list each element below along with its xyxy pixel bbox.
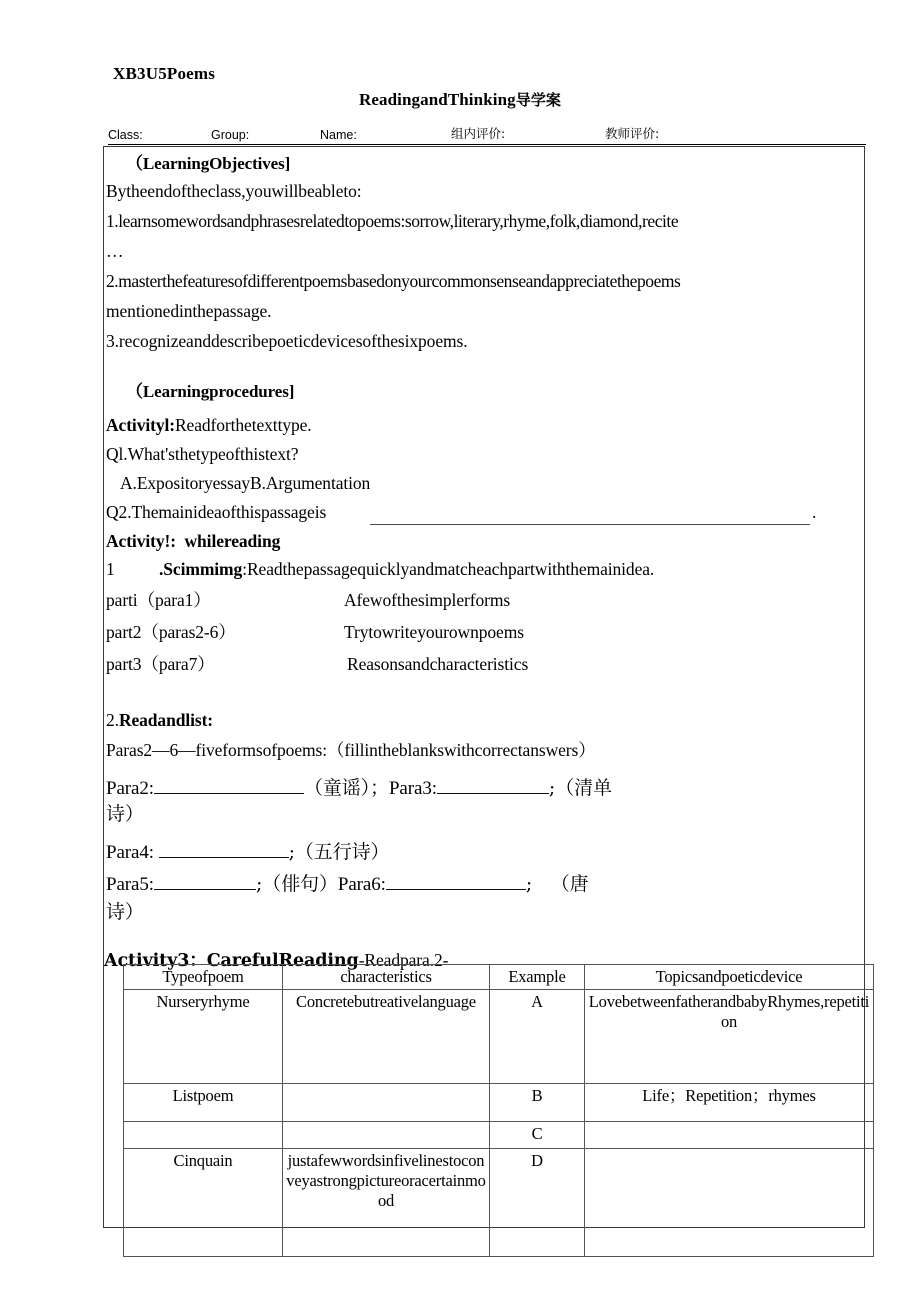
group-field-label[interactable]: Group: <box>211 128 250 142</box>
question-1: Ql.What'sthetypeofthistext? <box>106 444 299 464</box>
para6-note-2: （唐 <box>550 873 589 896</box>
task-1-line <box>159 561 654 579</box>
column-header-characteristics: characteristics <box>283 965 490 990</box>
self-evaluation-field-label[interactable]: 组内评价: <box>451 126 506 141</box>
para5-label: Para5: <box>106 874 154 896</box>
question-1-options[interactable]: A.ExpositoryessayB.Argumentation <box>120 473 371 493</box>
cell-characteristics-cinquain[interactable]: justafewwordsinfivelinestoconveyastrongpictureoracertainmood <box>283 1149 490 1257</box>
student-info-row <box>108 124 866 145</box>
activity-3-label: Activity3：CarefulReading <box>104 951 359 971</box>
objectives-intro: Bytheendoftheclass,youwillbeableto: <box>106 181 362 201</box>
cell-example-nursery-rhyme[interactable]: A <box>490 990 585 1084</box>
cell-characteristics-nursery-rhyme[interactable]: Concretebutreativelanguage <box>283 990 490 1084</box>
para4-answer-blank[interactable] <box>159 839 289 858</box>
class-field-label[interactable]: Class: <box>108 128 143 142</box>
para6-note-continued: 诗） <box>106 901 144 923</box>
poem-analysis-table-wrapper <box>123 964 870 1257</box>
match-part-2[interactable]: part2（paras2-6） <box>106 622 236 642</box>
cell-characteristics-list-poem[interactable] <box>283 1084 490 1122</box>
cell-example-cinquain[interactable]: D <box>490 1149 585 1257</box>
para4-label: Para4: <box>106 842 154 864</box>
table-row <box>124 1149 874 1257</box>
cell-characteristics-blank[interactable] <box>283 1122 490 1149</box>
activity-1-line <box>106 417 312 435</box>
match-part-3[interactable]: part3（para7） <box>106 654 215 674</box>
activity-1-label: Activityl: <box>106 415 175 435</box>
cell-topics-cinquain[interactable] <box>585 1149 874 1257</box>
para5-answer-blank[interactable] <box>154 871 256 890</box>
activity-2-text: whilereading <box>184 531 281 551</box>
objective-item-3: 3.recognizeanddescribepoeticdevicesofthesixpoems. <box>106 331 468 351</box>
page-title-chinese: 导学案 <box>515 91 562 109</box>
table-header-row <box>124 965 874 990</box>
cell-type-cinquain[interactable]: Cinquain <box>124 1149 283 1257</box>
column-header-topics: Topicsandpoeticdevice <box>585 965 874 990</box>
table-row <box>124 990 874 1084</box>
match-idea-3[interactable]: Reasonsandcharacteristics <box>347 654 529 674</box>
para3-label: Para3: <box>388 778 437 800</box>
cell-topics-blank[interactable] <box>585 1122 874 1149</box>
activity-2-label: Activity!: <box>106 531 176 551</box>
para5-para6-line <box>106 871 589 894</box>
activity-2-line <box>106 533 280 551</box>
document-code: XB3U5Poems <box>113 64 216 83</box>
question-2-prefix: Q2.Themainideaofthispassageis <box>106 502 327 522</box>
match-part-1[interactable]: parti（para1） <box>106 590 211 610</box>
para3-note-continued: 诗） <box>106 803 144 825</box>
cell-type-blank[interactable] <box>124 1122 283 1149</box>
learning-procedures-heading: （Learningprocedures] <box>126 382 295 401</box>
question-2-period: . <box>812 502 817 522</box>
para6-label: Para6: <box>337 874 386 896</box>
learning-objectives-heading: （LearningObjectives] <box>126 154 291 173</box>
table-row <box>124 1084 874 1122</box>
poem-analysis-table <box>123 964 874 1257</box>
table-row <box>124 1122 874 1149</box>
para5-note: ;（俳句） <box>255 873 338 896</box>
cell-type-nursery-rhyme[interactable]: Nurseryrhyme <box>124 990 283 1084</box>
para2-note: （童谣）； <box>303 777 389 800</box>
match-idea-1[interactable]: Afewofthesimplerforms <box>344 590 511 610</box>
task-2-label: Readandlist: <box>118 710 214 730</box>
para3-note: ;（清单 <box>548 777 612 800</box>
task-1-text: :Readthepassagequicklyandmatcheachpartwiththemainidea. <box>242 559 655 579</box>
match-idea-2[interactable]: Trytowriteyourownpoems <box>344 622 524 642</box>
objective-item-1-continued: … <box>106 241 124 261</box>
question-2-answer-blank[interactable] <box>370 524 810 525</box>
para3-answer-blank[interactable] <box>437 775 549 794</box>
task-2-number: 2. <box>106 710 119 730</box>
para2-label: Para2: <box>106 778 154 800</box>
objective-item-2-continued: mentionedinthepassage. <box>106 301 272 321</box>
task-2-text: Paras2—6—fiveformsofpoems:（fillintheblankswithcorrectanswers） <box>106 740 596 760</box>
activity-1-text: Readforthetexttype. <box>174 415 312 435</box>
worksheet-content-box <box>103 146 870 1228</box>
cell-topics-list-poem[interactable]: Life；Repetition；rhymes <box>585 1084 874 1122</box>
column-header-type: Typeofpoem <box>124 965 283 990</box>
page-title <box>0 89 920 110</box>
cell-topics-nursery-rhyme[interactable]: LovebetweenfatherandbabyRhymes,repetition <box>585 990 874 1084</box>
objective-item-2: 2.masterthefeaturesofdifferentpoemsbasedonyourcommonsenseandappreciatethepoems <box>106 271 681 291</box>
para2-para3-line <box>106 775 612 798</box>
para4-line <box>106 839 389 862</box>
teacher-evaluation-field-label[interactable]: 教师评价: <box>605 126 660 141</box>
cell-type-list-poem[interactable]: Listpoem <box>124 1084 283 1122</box>
para6-answer-blank[interactable] <box>386 871 526 890</box>
task-1-label: .Scimmimg <box>159 559 243 579</box>
para6-note: ; <box>525 873 533 896</box>
objective-item-1: 1.learnsomewordsandphrasesrelatedtopoems:sorrow,literary,rhyme,folk,diamond,recite <box>106 211 679 231</box>
para4-note: ;（五行诗） <box>288 841 390 864</box>
cell-example-list-poem[interactable]: B <box>490 1084 585 1122</box>
activity-3-text: -Readpara.2- <box>358 950 449 970</box>
task-1-number: 1 <box>106 559 115 579</box>
cell-example-c[interactable]: C <box>490 1122 585 1149</box>
page-title-english: ReadingandThinking <box>358 90 516 109</box>
para2-answer-blank[interactable] <box>154 775 304 794</box>
column-header-example: Example <box>490 965 585 990</box>
task-2-line <box>106 712 213 730</box>
name-field-label[interactable]: Name: <box>320 128 357 142</box>
